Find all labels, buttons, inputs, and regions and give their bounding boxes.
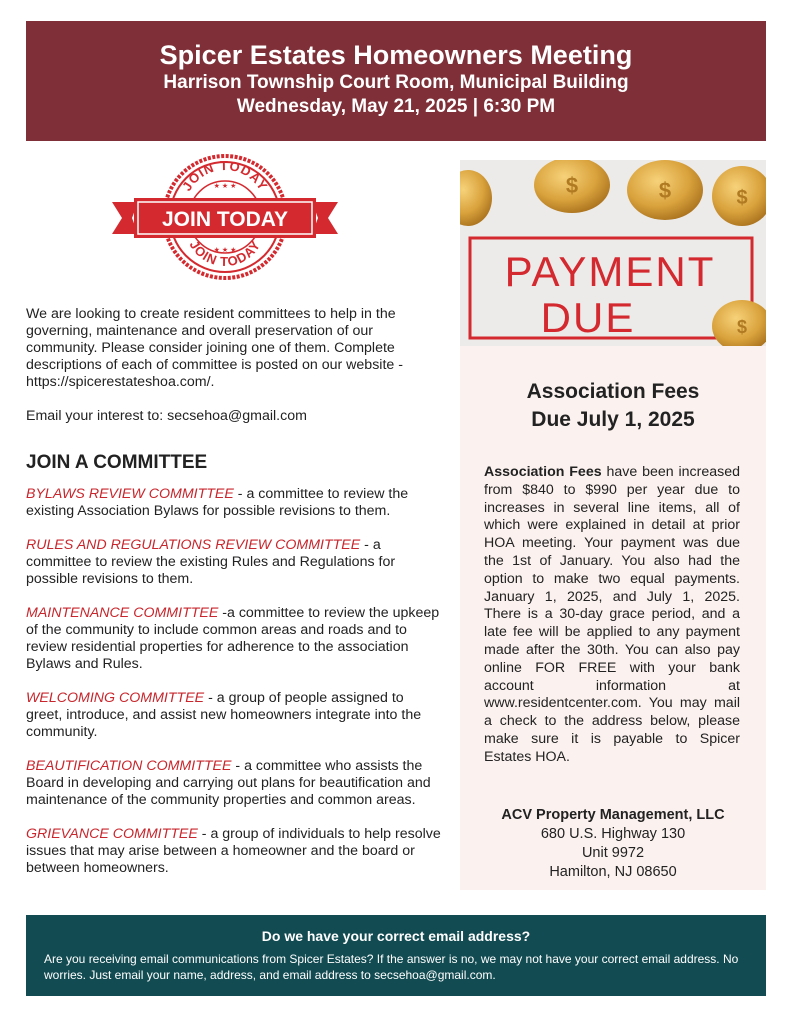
meeting-datetime: Wednesday, May 21, 2025 | 6:30 PM xyxy=(236,96,556,117)
intro-paragraph: We are looking to create resident committees to help in the governing, maintenance and overall preservation of our community. Please consider joining one of them. Complete descriptions of each of committee is posted on our website - https://spicerestateshoa.com/. xyxy=(26,306,403,390)
header-banner xyxy=(26,21,766,141)
due-text: DUE xyxy=(540,294,636,341)
address-line-2: Unit 9972 xyxy=(581,845,645,861)
svg-text:★ ★ ★: ★ ★ ★ xyxy=(213,183,237,190)
email-interest-line: Email your interest to: secsehoa@gmail.com xyxy=(26,408,307,424)
fees-body xyxy=(484,464,740,767)
management-name: ACV Property Management, LLC xyxy=(501,807,725,823)
committee-rules-regulations xyxy=(26,537,441,588)
fees-title-line1: Association Fees xyxy=(526,380,700,403)
payment-due-image xyxy=(460,160,766,346)
svg-text:$: $ xyxy=(565,173,579,198)
meeting-title: Spicer Estates Homeowners Meeting xyxy=(159,40,633,70)
committee-name: BEAUTIFICATION COMMITTEE xyxy=(26,758,232,774)
committee-welcoming xyxy=(26,690,441,741)
fees-body-text: have been increased from $840 to $990 per year due to increases in several line items, all of which were explained in detail at prior HOA meeting. Your payment was due the 1st of January. You also had the option to make two equal payments. January 1, 2025, and July 1, 2025. There is a 30-day grace period, and a late fee will be applied to any payment made after the 30th. You can also pay online FOR FREE with your bank account information at www.residentcenter.com. You may mail a check to the address below, please make sure it is payable to Spicer Estates HOA. xyxy=(484,464,740,765)
committee-bylaws xyxy=(26,486,441,520)
meeting-location: Harrison Township Court Room, Municipal Building xyxy=(163,72,629,93)
committee-list xyxy=(26,486,441,894)
committee-name: RULES AND REGULATIONS REVIEW COMMITTEE xyxy=(26,537,361,553)
committee-name: GRIEVANCE COMMITTEE xyxy=(26,826,198,842)
address-line-1: 680 U.S. Highway 130 xyxy=(540,826,686,842)
fees-lead: Association Fees xyxy=(484,464,602,480)
footer-question: Do we have your correct email address? xyxy=(261,928,531,944)
committee-description: - a committee who assists the Board in developing and carrying out plans for beautification and maintenance of the community properties and common areas. xyxy=(26,758,431,808)
committee-description: - a group of individuals to help resolve issues that may arise between a homeowner and the board or between homeowners. xyxy=(26,826,441,876)
join-today-stamp-icon xyxy=(112,152,338,282)
stamp-arc-bottom: JOIN TODAY xyxy=(186,237,264,270)
stamp-ribbon-text: JOIN TODAY xyxy=(161,208,289,231)
join-committee-heading: JOIN A COMMITTEE xyxy=(26,452,208,473)
address-line-3: Hamilton, NJ 08650 xyxy=(549,864,677,880)
management-address xyxy=(460,806,766,882)
committee-maintenance xyxy=(26,605,441,673)
payment-text: PAYMENT xyxy=(504,248,716,295)
fees-title-line2: Due July 1, 2025 xyxy=(531,408,695,431)
committee-description: - a committee to review the existing Rules and Regulations for possible revisions to them. xyxy=(26,537,396,587)
committee-name: MAINTENANCE COMMITTEE xyxy=(26,605,219,621)
stamp-arc-top: JOIN TODAY xyxy=(179,157,271,194)
footer-body: Are you receiving email communications from Spicer Estates? If the answer is no, we may not have your correct email address. No worries. Just email your name, address, and email address to secsehoa@gmail.com. xyxy=(44,952,739,982)
committee-grievance xyxy=(26,826,441,877)
committee-description: - a group of people assigned to greet, introduce, and assist new homeowners integrate into the community. xyxy=(26,690,422,740)
svg-text:$: $ xyxy=(736,317,748,337)
footer-banner xyxy=(26,915,766,996)
committee-description: -a committee to review the upkeep of the community to include common areas and roads and to review residential properties for adherence to the association Bylaws and Rules. xyxy=(26,605,440,672)
svg-text:$: $ xyxy=(658,178,672,203)
fees-title xyxy=(460,378,766,434)
svg-text:★ ★ ★: ★ ★ ★ xyxy=(213,247,237,254)
svg-text:$: $ xyxy=(736,187,748,209)
committee-name: BYLAWS REVIEW COMMITTEE xyxy=(26,486,234,502)
committee-beautification xyxy=(26,758,441,809)
committee-name: WELCOMING COMMITTEE xyxy=(26,690,205,706)
committee-description: - a committee to review the existing Association Bylaws for possible revisions to them. xyxy=(26,486,409,519)
